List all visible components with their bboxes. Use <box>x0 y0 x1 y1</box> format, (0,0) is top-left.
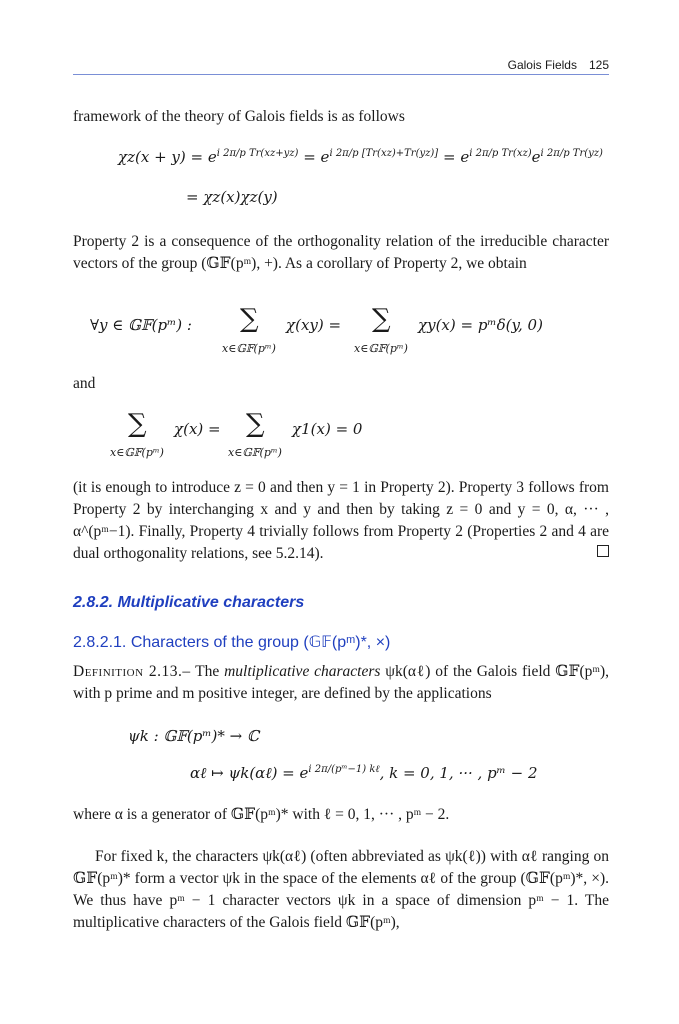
eq2-term1: χ(xy) = <box>286 316 342 334</box>
eq3-subscript-1: x∈𝔾𝔽(pᵐ) <box>110 446 164 459</box>
paragraph-property-2: Property 2 is a consequence of the orthogonality relation of the irreducible character vectors of the group (𝔾𝔽(pᵐ), +). As a corollary of Property 2, we obtain <box>73 233 609 272</box>
definition-text-b: ψk(αℓ) of the Galois field 𝔾𝔽(pᵐ), with p prime and m positive integer, are defined by the applications <box>73 663 609 702</box>
eq2-subscript-2: x∈𝔾𝔽(pᵐ) <box>354 342 408 355</box>
eq2-forall: ∀y ∈ 𝔾𝔽(pᵐ) : <box>90 316 192 334</box>
eq3-sum-symbol-1: ∑ <box>128 409 147 439</box>
eq1-exp4: i 2π/p Tr(yz) <box>540 148 603 159</box>
eq3-sum-symbol-2: ∑ <box>246 409 265 439</box>
eq2-sum-symbol-1: ∑ <box>240 304 259 334</box>
definition-term: multiplicative characters <box>224 663 381 680</box>
eq4-line2a: αℓ ↦ ψk(αℓ) = e <box>190 764 309 782</box>
eq2-subscript-1: x∈𝔾𝔽(pᵐ) <box>222 342 276 355</box>
eq2-term2: χy(x) = pᵐδ(y, 0) <box>418 316 543 334</box>
running-title: Galois Fields <box>507 58 577 72</box>
section-heading-2-8-2-1: 2.8.2.1. Characters of the group (𝔾𝔽(pᵐ)*, ×) <box>73 634 391 651</box>
paragraph-for-fixed-k: For fixed k, the characters ψk(αℓ) (often abbreviated as ψk(ℓ)) with αℓ ranging on 𝔾𝔽(pᵐ)* form a vector ψk in the space of the elements αℓ of the group (𝔾𝔽(pᵐ)*, ×). We thus have pᵐ − 1 character vectors ψk in a space of dimension pᵐ − 1. The multiplicative characters of the Galois field 𝔾𝔽(pᵐ), <box>73 848 609 931</box>
intro-line: framework of the theory of Galois fields is as follows <box>73 108 405 125</box>
page-number: 125 <box>588 58 609 72</box>
and-word: and <box>73 375 96 392</box>
qed-square <box>597 545 609 557</box>
definition-2-13 <box>73 661 609 705</box>
eq3-term1: χ(x) = <box>174 420 221 438</box>
eq1-mid2: = e <box>443 148 470 166</box>
section-heading-2-8-2: 2.8.2. Multiplicative characters <box>73 594 305 611</box>
eq2-sum-symbol-2: ∑ <box>372 304 391 334</box>
eq1-exp2: i 2π/p [Tr(xz)+Tr(yz)] <box>329 148 439 159</box>
eq1-exp3: i 2π/p Tr(xz) <box>469 148 532 159</box>
eq4-mapping: ψk : 𝔾𝔽(pᵐ)* → ℂ <box>128 727 259 745</box>
definition-text-a: The <box>190 663 225 680</box>
running-header <box>73 58 609 75</box>
eq1-mid3: e <box>531 148 541 166</box>
definition-label: Definition 2.13.– <box>73 663 191 680</box>
eq1-mid1: = e <box>303 148 330 166</box>
eq3-subscript-2: x∈𝔾𝔽(pᵐ) <box>228 446 282 459</box>
equation-chi-additive <box>118 148 603 166</box>
running-header-text <box>508 58 609 72</box>
paragraph-where-alpha: where α is a generator of 𝔾𝔽(pᵐ)* with ℓ = 0, 1, ··· , pᵐ − 2. <box>73 806 450 823</box>
eq4-definition <box>190 764 538 783</box>
eq1-exp1: i 2π/p Tr(xz+yz) <box>216 148 299 159</box>
eq3-term2: χ1(x) = 0 <box>292 420 363 438</box>
equation-chi-product: = χz(x)χz(y) <box>186 188 278 206</box>
eq4-exponent: i 2π/(pᵐ−1) kℓ <box>308 764 380 775</box>
eq4-line2b: , k = 0, 1, ··· , pᵐ − 2 <box>379 764 538 782</box>
paragraph-it-is-enough: (it is enough to introduce z = 0 and then y = 1 in Property 2). Property 3 follows from Property 2 by interchanging x and y and then by taking z = 0 and y = 0, α, ··· , α^(pᵐ−1). Finally, Property 4 trivially follows from Property 2 (Properties 2 and 4 are dual orthogonality relations, see 5.2.14). <box>73 479 609 562</box>
eq1-lhs: χz(x + y) = e <box>118 148 217 166</box>
